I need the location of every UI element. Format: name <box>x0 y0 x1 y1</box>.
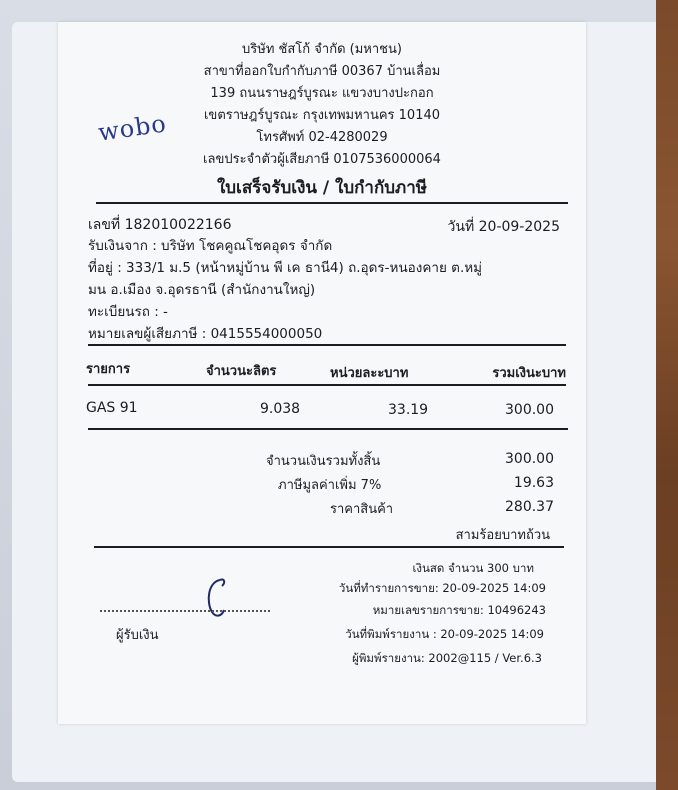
transaction-date: วันที่ทำรายการขาย: 20-09-2025 14:09 <box>338 581 546 595</box>
price-value: 280.37 <box>505 499 554 515</box>
item-name: GAS 91 <box>86 400 138 416</box>
received-from: รับเงินจาก : บริษัท โชคคูณโชคอุดร จำกัด <box>88 238 333 254</box>
signature-mark <box>198 572 238 622</box>
table-header-divider <box>88 384 566 386</box>
column-header-liters: จำนวนะลิตร <box>206 364 277 379</box>
print-date: วันที่พิมพ์รายงาน : 20-09-2025 14:09 <box>345 627 544 641</box>
column-header-total: รวมเงินะบาท <box>492 366 566 381</box>
amount-in-words: สามร้อยบาทถ้วน <box>455 528 550 543</box>
customer-address-1: ที่อยู่ : 333/1 ม.5 (หน้าหมู่บ้าน พี เค ธานี4) ถ.อุดร-หนองคาย ต.หมู่ <box>88 260 483 276</box>
address-line-2: เขตราษฎร์บูรณะ กรุงเทพมหานคร 10140 <box>203 108 441 123</box>
title-divider <box>96 202 568 204</box>
handwritten-note: wobo <box>96 109 169 147</box>
totals-divider <box>94 546 564 548</box>
branch-info: สาขาที่ออกใบกำกับภาษี 00367 บ้านเลื่อม <box>203 64 441 79</box>
wooden-table-edge <box>656 0 678 790</box>
company-name: บริษัท ชัสโก้ จำกัด (มหาชน) <box>242 42 402 57</box>
vehicle-registration: ทะเบียนรถ : - <box>88 304 168 320</box>
column-header-item: รายการ <box>86 362 131 377</box>
total-value: 300.00 <box>505 451 554 467</box>
column-header-unit-price: หน่วยละะบาท <box>330 366 409 381</box>
header-divider <box>88 344 566 346</box>
receipt-title: ใบเสร็จรับเงิน / ใบกำกับภาษี <box>216 178 428 198</box>
receipt-date: วันที่ 20-09-2025 <box>447 219 560 235</box>
transaction-number: หมายเลขรายการขาย: 10496243 <box>372 603 546 617</box>
receipt-paper <box>58 22 586 724</box>
receiver-label: ผู้รับเงิน <box>116 628 159 643</box>
signature-line <box>100 610 270 612</box>
item-liters: 9.038 <box>260 401 301 417</box>
total-label: จำนวนเงินรวมทั้งสิ้น <box>266 454 381 469</box>
printer-info: ผู้พิมพ์รายงาน: 2002@115 / Ver.6.3 <box>352 651 542 665</box>
company-tax-id: เลขประจำตัวผู้เสียภาษี 0107536000064 <box>203 152 441 167</box>
price-label: ราคาสินค้า <box>330 502 394 517</box>
phone-number: โทรศัพท์ 02-4280029 <box>256 130 388 145</box>
vat-value: 19.63 <box>513 475 554 491</box>
vat-label: ภาษีมูลค่าเพิ่ม 7% <box>278 478 382 493</box>
item-unit-price: 33.19 <box>388 402 429 418</box>
address-line-1: 139 ถนนราษฎร์บูรณะ แขวงบางปะกอก <box>210 86 434 101</box>
cash-amount: เงินสด จำนวน 300 บาท <box>412 561 534 575</box>
customer-address-2: มน อ.เมือง จ.อุดรธานี (สำนักงานใหญ่) <box>88 282 316 298</box>
customer-tax-id: หมายเลขผู้เสียภาษี : 0415554000050 <box>88 326 323 342</box>
table-bottom-divider <box>88 428 568 430</box>
receipt-number: เลขที่ 182010022166 <box>88 217 232 233</box>
item-total: 300.00 <box>505 402 554 418</box>
